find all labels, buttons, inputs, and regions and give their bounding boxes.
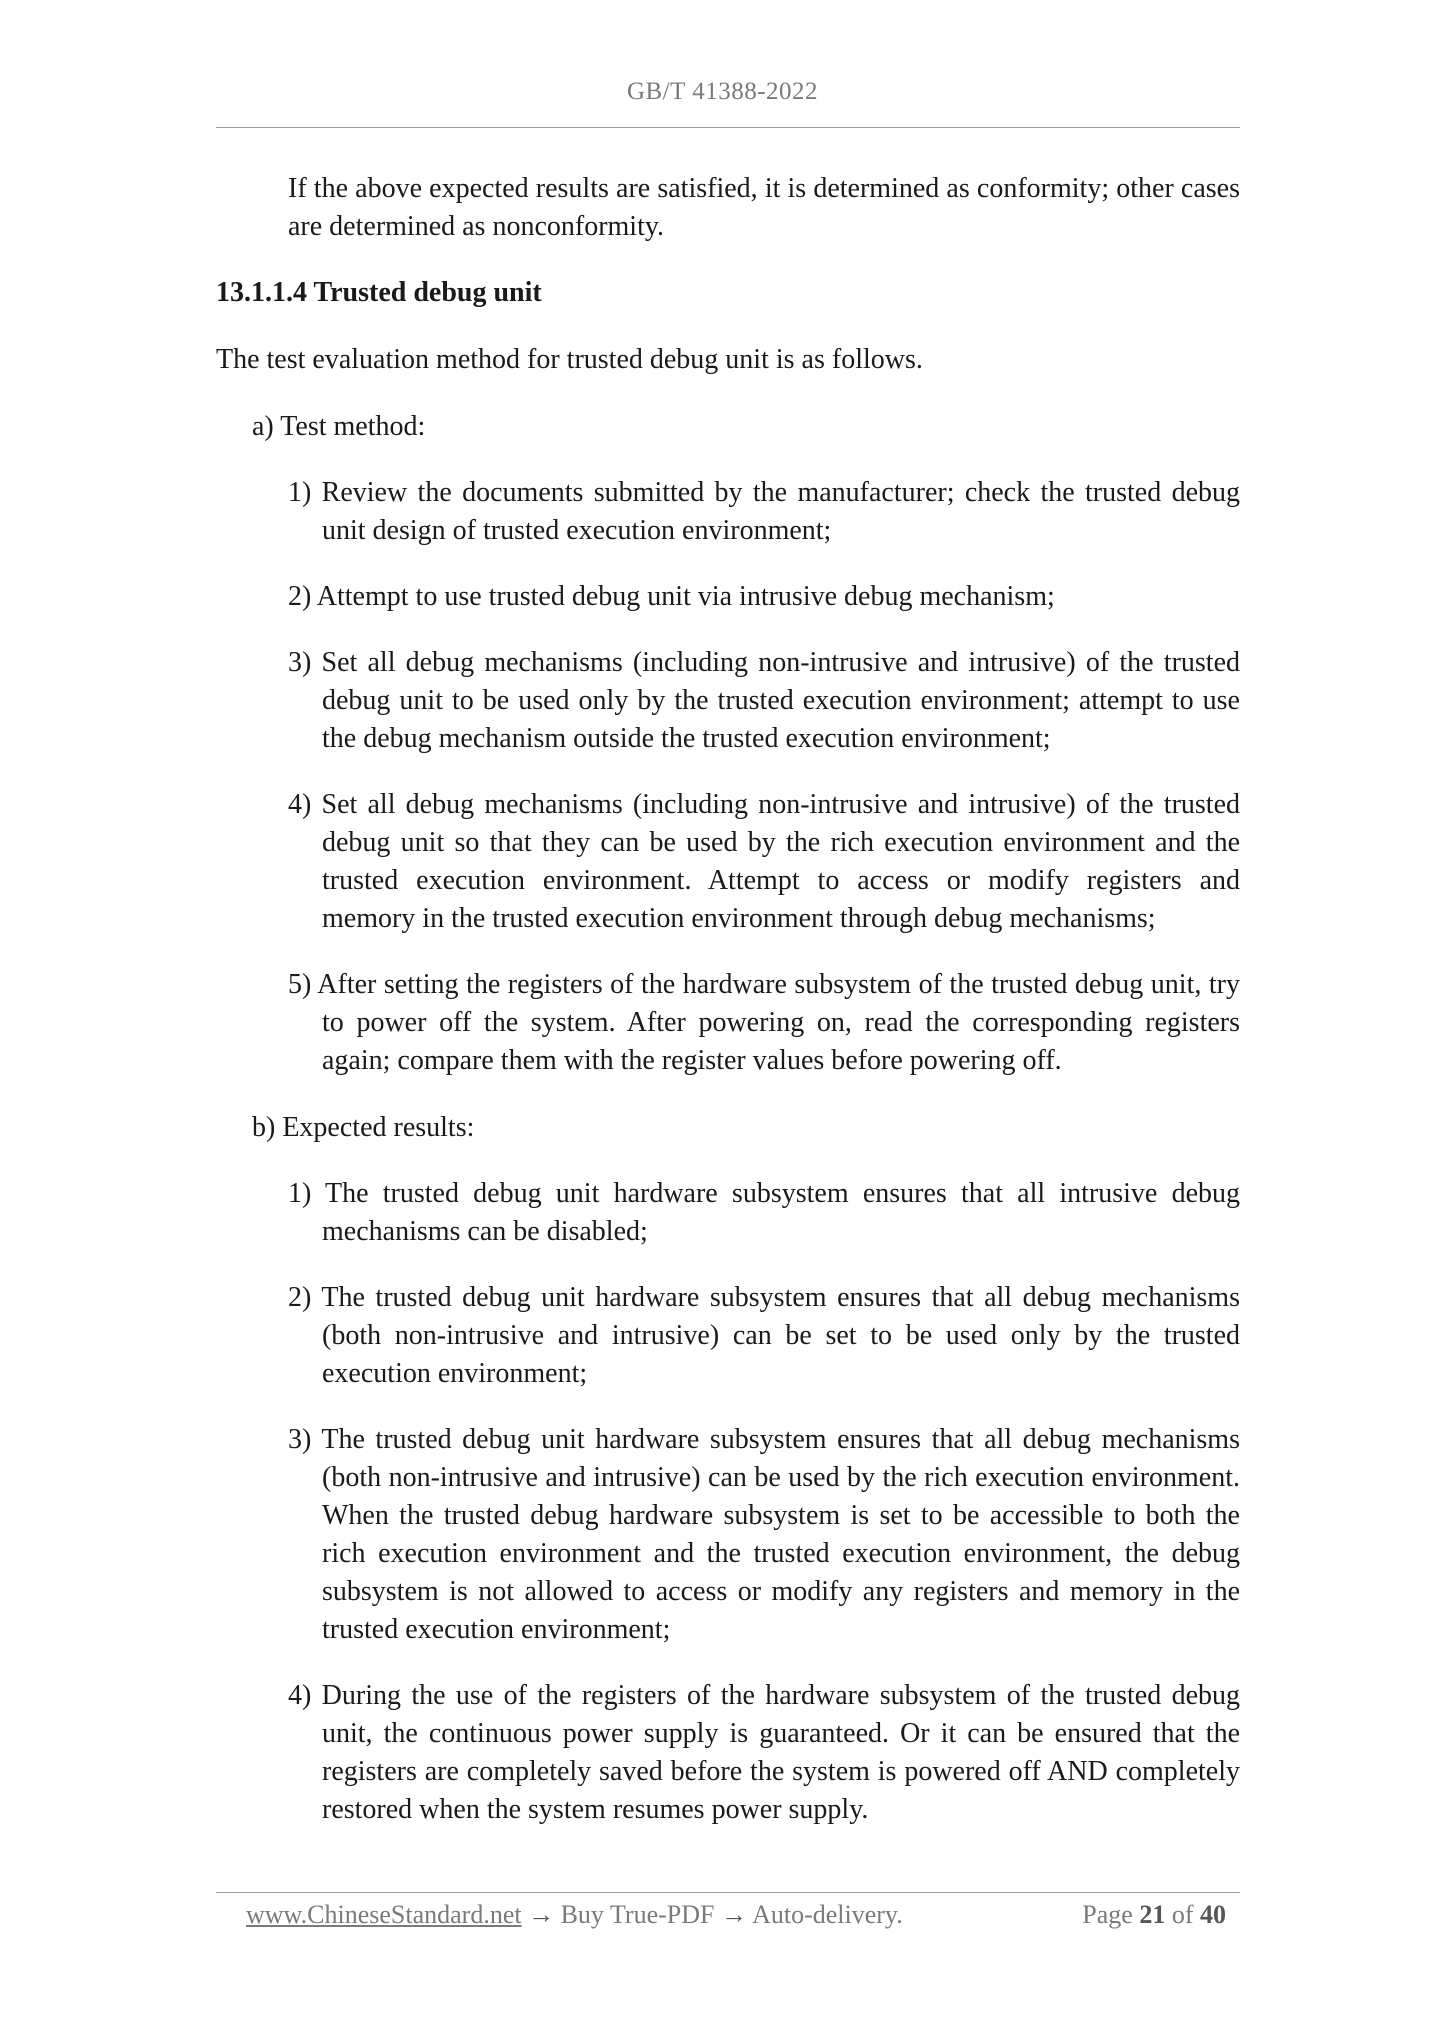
- footer-divider: [216, 1892, 1240, 1893]
- test-method-item: 3) Set all debug mechanisms (including non-intrusive and intrusive) of the trusted debug unit to be used only by the trusted execution environment; attempt to use the debug mechanism outside the trusted execution environment;: [288, 647, 1240, 754]
- test-method-heading: a) Test method:: [252, 411, 426, 442]
- auto-delivery-text: Auto-delivery.: [752, 1900, 903, 1929]
- page-number: 21: [1139, 1900, 1166, 1929]
- header-divider: [216, 127, 1240, 128]
- test-method-item: 4) Set all debug mechanisms (including non-intrusive and intrusive) of the trusted debug unit so that they can be used by the rich execution environment and the trusted execution environment. Attempt to access or modify registers and memory in the trusted execution environment through debug mechanisms;: [288, 789, 1240, 934]
- test-method-item: 2) Attempt to use trusted debug unit via intrusive debug mechanism;: [288, 581, 1055, 612]
- page-header-doc-id: GB/T 41388-2022: [626, 78, 819, 105]
- arrow-right-icon: →: [528, 1900, 555, 1929]
- page-total: 40: [1200, 1900, 1226, 1929]
- expected-result-item: 4) During the use of the registers of the hardware subsystem of the trusted debug unit, the continuous power supply is guaranteed. Or it can be ensured that the registers are completely saved before the system is powered off AND completely restored when the system resumes power supply.: [288, 1680, 1240, 1825]
- section-lead-paragraph: The test evaluation method for trusted debug unit is as follows.: [216, 344, 923, 375]
- expected-result-item: 1) The trusted debug unit hardware subsystem ensures that all intrusive debug mechanisms can be disabled;: [288, 1178, 1240, 1247]
- expected-result-item: 2) The trusted debug unit hardware subsystem ensures that all debug mechanisms (both non-intrusive and intrusive) can be set to be used only by the trusted execution environment;: [288, 1282, 1240, 1389]
- expected-results-heading: b) Expected results:: [252, 1112, 475, 1143]
- buy-true-pdf-text: Buy True-PDF: [560, 1900, 715, 1929]
- arrow-right-icon: →: [721, 1900, 747, 1929]
- expected-result-item: 3) The trusted debug unit hardware subsystem ensures that all debug mechanisms (both non-intrusive and intrusive) can be used by the rich execution environment. When the trusted debug hardware subsystem is set to be accessible to both the rich execution environment and the trusted execution environment, the debug subsystem is not allowed to access or modify any registers and memory in the trusted execution environment;: [288, 1424, 1240, 1645]
- page-label: Page: [1082, 1900, 1133, 1929]
- page-body: [216, 170, 1240, 1829]
- page-counter: [1082, 1897, 1226, 1933]
- chinesestandard-link[interactable]: www.ChineseStandard.net: [246, 1900, 522, 1929]
- footer-promo: [246, 1897, 903, 1933]
- test-method-item: 5) After setting the registers of the hardware subsystem of the trusted debug unit, try to power off the system. After powering on, read the corresponding registers again; compare them with the register values before powering off.: [288, 969, 1240, 1076]
- section-heading: 13.1.1.4 Trusted debug unit: [216, 277, 542, 308]
- test-method-item: 1) Review the documents submitted by the manufacturer; check the trusted debug unit design of trusted execution environment;: [288, 477, 1240, 546]
- of-label: of: [1171, 1900, 1194, 1929]
- conformity-paragraph: If the above expected results are satisfied, it is determined as conformity; other cases are determined as nonconformity.: [288, 173, 1240, 242]
